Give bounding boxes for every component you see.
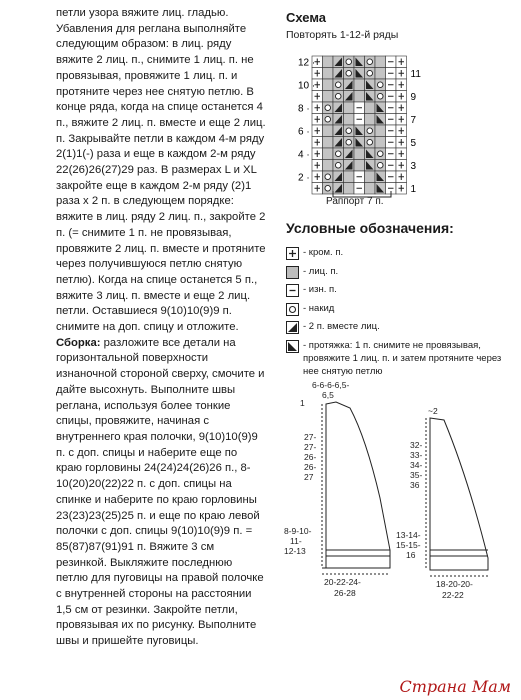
chart-cell xyxy=(312,125,323,137)
legend-row-ssk: - протяжка: 1 п. снимите не провязывая, провяжите 1 лиц. п. и затем протяните через нее снятую петлю xyxy=(286,339,518,378)
chart-cell xyxy=(344,171,355,183)
legend-title: Условные обозначения: xyxy=(286,220,454,236)
chart-cell xyxy=(396,137,407,149)
chart-cell xyxy=(396,148,407,160)
chart-cell xyxy=(333,56,344,68)
chart-cell xyxy=(333,183,344,195)
chart-cell xyxy=(312,137,323,149)
chart-cell xyxy=(365,160,376,172)
chart-cell xyxy=(323,160,334,172)
label-side2b: 11- xyxy=(290,536,302,546)
label-bottom-r1: 18-20-20- xyxy=(436,579,473,589)
chart-cell xyxy=(354,68,365,80)
chart-cell xyxy=(323,79,334,91)
assembly-paragraph xyxy=(56,336,266,650)
chart-cell xyxy=(312,91,323,103)
label-n1: 1 xyxy=(300,398,305,408)
row-label-right: 11 xyxy=(410,69,421,80)
chart-cell xyxy=(386,68,397,80)
chart-cell xyxy=(365,148,376,160)
label-top-r: ~2 xyxy=(428,406,438,416)
label-side2a: 8-9-10- xyxy=(284,526,312,536)
chart-cell xyxy=(375,125,386,137)
instructions-part1: петли узора вяжите лиц. гладью. Убавления для реглана выполняйте следующим образом: в лиц. ряду вяжите 2 лиц. п., снимите 1 лиц. п. не провязывая, провяжите 1 лиц. п. и протяните через нее снятую петлю. В конце ряда, когда на спице останется 4 п., вяжите 2 лиц. п. вместе и еще 2 лиц. п. Закрывайте петли в каждом 4-м ряду 2(1)1(-) раза и еще в каждом 2-м ряду 22(26)26(27)29 раз. В размерах L и XL закройте еще в каждом 2-м ряду (2)1 раза х 2 п. в следующем порядке: вяжите в лиц. ряду 2 лиц. п., закройте 2 п. (= снимите 1 п. не провязывая, провяжите 2 лиц. п. вместе и протяните через получившуюся петлю снятую петлю). Когда на спице останется 5 п., вяжите 3 лиц. п. вместе и еще 2 лиц. петли. Оставшиеся 9(10)10(9)9 п. снимите на доп. спицу и отложите. xyxy=(56,7,266,334)
chart-cell xyxy=(375,160,386,172)
chart-cell xyxy=(396,125,407,137)
right-column xyxy=(286,10,516,377)
chart-cell xyxy=(344,79,355,91)
chart-cell xyxy=(396,114,407,126)
label-side3c: 34- xyxy=(410,460,423,470)
chart-cell xyxy=(354,125,365,137)
label-side1c: 26- xyxy=(304,452,317,462)
chart-cell xyxy=(365,79,376,91)
label-side1a: 27- xyxy=(304,432,317,442)
chart-cell xyxy=(354,102,365,114)
chart-cell xyxy=(344,91,355,103)
chart-cell xyxy=(365,183,376,195)
chart-cell xyxy=(312,102,323,114)
row-label-right: 9 xyxy=(410,92,417,103)
chart-cell xyxy=(354,56,365,68)
label-side1e: 27 xyxy=(304,472,314,482)
chart-cell xyxy=(386,125,397,137)
chart-cell xyxy=(354,114,365,126)
chart-cell xyxy=(354,137,365,149)
chart-cell xyxy=(354,183,365,195)
legend-row-edge: - кром. п. xyxy=(286,246,518,260)
chart-cell xyxy=(396,160,407,172)
knitting-chart xyxy=(286,50,516,200)
row-label-left: 8 · xyxy=(298,103,310,115)
chart-cell xyxy=(333,68,344,80)
chart-cell xyxy=(375,171,386,183)
grey-square-icon xyxy=(286,266,299,279)
legend-row-purl: - изн. п. xyxy=(286,283,518,297)
circle-icon xyxy=(286,303,299,316)
row-label-left: 10 · xyxy=(298,80,316,92)
slant-icon xyxy=(286,340,299,353)
chart-cell xyxy=(333,160,344,172)
chart-cell xyxy=(333,137,344,149)
chart-cell xyxy=(344,148,355,160)
chart-cell xyxy=(344,183,355,195)
chart-cell xyxy=(312,183,323,195)
chart-cell xyxy=(344,125,355,137)
chart-cell xyxy=(375,148,386,160)
chart-cell xyxy=(375,137,386,149)
chart-cell xyxy=(333,171,344,183)
chart-cell xyxy=(344,137,355,149)
chart-cell xyxy=(365,68,376,80)
chart-cell xyxy=(365,91,376,103)
label-side4a: 13-14- xyxy=(396,530,421,540)
rapport-label: Раппорт 7 п. xyxy=(326,196,384,207)
chart-cell xyxy=(344,68,355,80)
chart-cell xyxy=(386,171,397,183)
row-label-left: 6 · xyxy=(298,126,310,138)
label-top1: 6-6-6-6,5- xyxy=(312,380,350,390)
chart-cell xyxy=(323,56,334,68)
label-side2c: 12-13 xyxy=(284,546,306,556)
chart-cell xyxy=(344,102,355,114)
row-label-right: 7 xyxy=(410,115,417,126)
chart-grid xyxy=(312,56,407,194)
chart-cell xyxy=(365,114,376,126)
chart-cell xyxy=(375,79,386,91)
chart-cell xyxy=(312,148,323,160)
chart-cell xyxy=(386,102,397,114)
label-side1b: 27- xyxy=(304,442,317,452)
chart-cell xyxy=(365,56,376,68)
chart-cell xyxy=(354,91,365,103)
chart-cell xyxy=(396,183,407,195)
chart-cell xyxy=(365,102,376,114)
label-bottom-r2: 22-22 xyxy=(442,590,464,600)
assembly-lead: Сборка: xyxy=(56,336,101,349)
chart-cell xyxy=(365,171,376,183)
pattern-schematics xyxy=(278,378,518,608)
legend-row-knit: - лиц. п. xyxy=(286,265,518,279)
sleeve-schematic xyxy=(426,418,488,576)
row-label-left: 12 · xyxy=(298,57,316,69)
triangle-icon xyxy=(286,321,299,334)
chart-cell xyxy=(365,125,376,137)
label-side3b: 33- xyxy=(410,450,423,460)
schema-title: Схема xyxy=(286,10,327,25)
chart-cell xyxy=(323,148,334,160)
chart-cell xyxy=(323,125,334,137)
row-label-left: 2 · xyxy=(298,172,310,184)
chart-cell xyxy=(333,148,344,160)
legend-row-yarnover: - накид xyxy=(286,302,518,316)
chart-cell xyxy=(312,171,323,183)
chart-cell xyxy=(323,183,334,195)
legend-row-k2tog: - 2 п. вместе лиц. xyxy=(286,320,518,334)
plus-icon xyxy=(286,247,299,260)
chart-cell xyxy=(386,160,397,172)
row-label-right: 3 xyxy=(410,161,417,172)
chart-cell xyxy=(365,137,376,149)
label-side1d: 26- xyxy=(304,462,317,472)
chart-cell xyxy=(386,148,397,160)
chart-cell xyxy=(375,102,386,114)
chart-cell xyxy=(323,114,334,126)
label-side3e: 36 xyxy=(410,480,420,490)
label-side3d: 35- xyxy=(410,470,423,480)
chart-cell xyxy=(312,160,323,172)
chart-cell xyxy=(333,91,344,103)
chart-cell xyxy=(354,160,365,172)
chart-cell xyxy=(333,114,344,126)
label-side4b: 15-15- xyxy=(396,540,421,550)
label-bottom-a: 20-22-24- xyxy=(324,577,361,587)
chart-cell xyxy=(386,79,397,91)
chart-cell xyxy=(386,114,397,126)
row-label-right: 5 xyxy=(410,138,417,149)
chart-cell xyxy=(354,148,365,160)
label-side4c: 16 xyxy=(406,550,416,560)
chart-cell xyxy=(323,102,334,114)
chart-cell xyxy=(396,91,407,103)
chart-cell xyxy=(375,56,386,68)
chart-cell xyxy=(344,114,355,126)
chart-cell xyxy=(312,114,323,126)
chart-cell xyxy=(323,68,334,80)
label-side3a: 32- xyxy=(410,440,423,450)
watermark-logo: Страна Мам xyxy=(399,677,511,696)
label-top2: 6,5 xyxy=(322,390,334,400)
assembly-text: разложите все детали на горизонтальной поверхности изнаночной стороной сверху, смочите и дайте высохнуть. Выполните швы реглана, используя более тонкие спицы, провяжите, начиная с внутреннего края полочки, 9(10)10(9)9 п. с доп. спицы и наберите еще по краю горловины 24(24)24(26)26 п., 8-10(20)20(22)22 п. с доп. спицы на спинке и наберите по краю горловины 23(23)23(25)25 п. и еще по краю левой полочки с доп. спицы 9(10)10(9)9 п. = 85(87)87(91)91 п. Вяжите 3 см резинкой. Выкляжите последнюю петлю для пуговицы на правой полочке с внутренней стороны на расстоянии 1,5 см от резинки. Закройте петли, провязывая их по рисунку. Выполните швы и пришейте пуговицы. xyxy=(56,336,265,648)
chart-cell xyxy=(386,56,397,68)
chart-cell xyxy=(344,56,355,68)
chart-cell xyxy=(396,79,407,91)
chart-cell xyxy=(375,68,386,80)
chart-cell xyxy=(396,68,407,80)
dash-icon xyxy=(286,284,299,297)
front-schematic xyxy=(322,402,390,574)
chart-cell xyxy=(396,56,407,68)
schema-subtitle: Повторять 1-12-й ряды xyxy=(286,29,399,41)
chart-cell xyxy=(375,114,386,126)
row-label-right: 1 xyxy=(410,184,417,195)
legend xyxy=(286,246,518,382)
chart-cell xyxy=(323,137,334,149)
chart-cell xyxy=(375,183,386,195)
chart-cell xyxy=(344,160,355,172)
label-bottom-b: 26-28 xyxy=(334,588,356,598)
chart-cell xyxy=(323,91,334,103)
chart-cell xyxy=(333,102,344,114)
chart-cell xyxy=(354,171,365,183)
chart-cell xyxy=(396,102,407,114)
chart-cell xyxy=(354,79,365,91)
chart-cell xyxy=(375,91,386,103)
chart-cell xyxy=(333,79,344,91)
chart-cell xyxy=(323,171,334,183)
chart-cell xyxy=(386,137,397,149)
chart-cell xyxy=(333,125,344,137)
instructions-text xyxy=(56,6,266,650)
chart-cell xyxy=(396,171,407,183)
row-label-left: 4 · xyxy=(298,149,310,161)
chart-cell xyxy=(386,91,397,103)
chart-cell xyxy=(312,68,323,80)
